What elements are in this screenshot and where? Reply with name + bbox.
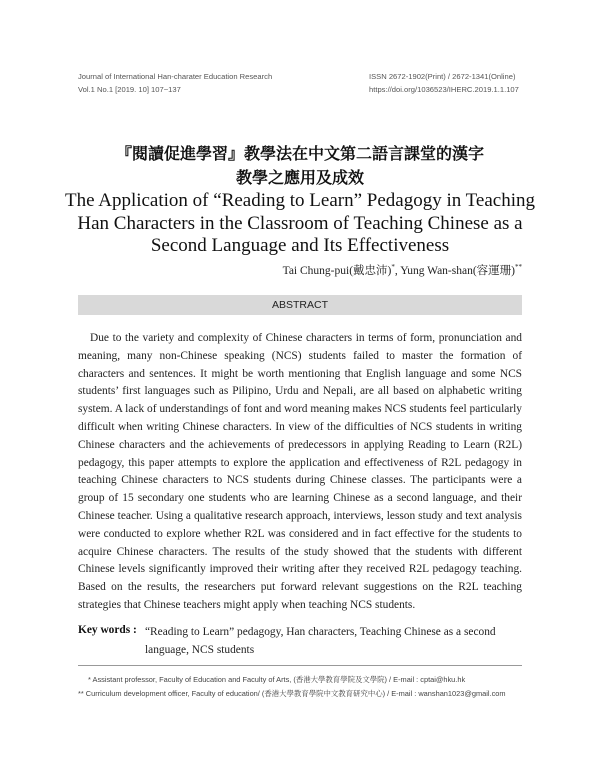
abstract-heading: ABSTRACT (78, 295, 522, 315)
author-second-mark: ** (515, 263, 522, 272)
author-first: Tai Chung-pui(戴忠沛) (282, 265, 392, 277)
author-line (283, 262, 522, 278)
keywords-label: Key words : (78, 624, 137, 636)
author-separator: , (394, 265, 401, 277)
footnote-1: * Assistant professor, Faculty of Education and Faculty of Arts, (香港大學教育學院及文學院) / E-mail : cptai@hku.hk (88, 675, 466, 684)
footnote-2: ** Curriculum development officer, Faculty of education/ (香港大學教育學院中文教育研究中心) / E-mail : wanshan1023@gmail.com (78, 689, 506, 698)
journal-name: Journal of International Han-charater Education Research (78, 72, 273, 81)
issn: ISSN 2672-1902(Print) / 2672-1341(Online) (369, 72, 516, 81)
footnote-divider (78, 665, 522, 666)
doi-link[interactable]: https://doi.org/1036523/IHERC.2019.1.1.107 (369, 85, 519, 94)
journal-header-right (369, 70, 519, 96)
title-chinese-line1: 『閱讀促進學習』教學法在中文第二語言課堂的漢字 (115, 146, 484, 163)
title-chinese-line2: 教學之應用及成效 (235, 170, 364, 187)
abstract-body: Due to the variety and complexity of Chinese characters in terms of form, pronunciation and meaning, many non-Chinese speaking (NCS) students failed to master the formation of characters and sentences. It might be worth mentioning that English language and some NCS students’ first languages such as Pilipino, Urdu and Nepali, are all based on alphabetic writing system. A lack of understandings of font and word meaning makes NCS students feel particularly difficult when writing Chinese characters. In view of the difficulties of NCS students in writing Chinese characters and the achievements of predecessors in applying Reading to Learn (R2L) pedagogy, this paper attempts to explore the application and effectiveness of R2L pedagogy in teaching Chinese characters to NCS students during Chinese classes. The participants were a group of 15 secondary one students who are learning Chinese as a second language, and their Chinese teacher. Using a qualitative research approach, interviews, lesson study and text analysis were conducted to explore whether R2L was considered and in fact effective for the students to acquire Chinese characters. The results of the study showed that the students with different Chinese levels significantly improved their writing after they received R2L pedagogy teaching. Based on the results, the researchers put forward relevant suggestions on the R2L teaching strategies that Chinese teachers might apply when teaching NCS students. (78, 332, 522, 611)
keywords-text: “Reading to Learn” pedagogy, Han characters, Teaching Chinese as a second language, NCS students (145, 626, 496, 656)
author-first-mark: * (391, 263, 395, 272)
journal-volume: Vol.1 No.1 [2019. 10] 107~137 (78, 85, 181, 94)
journal-header-left (78, 70, 272, 96)
author-second: Yung Wan-shan(容運珊) (400, 265, 515, 277)
title-english: The Application of “Reading to Learn” Pedagogy in Teaching Han Characters in the Classroom of Teaching Chinese as a Second Language and Its Effectiveness (64, 190, 535, 256)
